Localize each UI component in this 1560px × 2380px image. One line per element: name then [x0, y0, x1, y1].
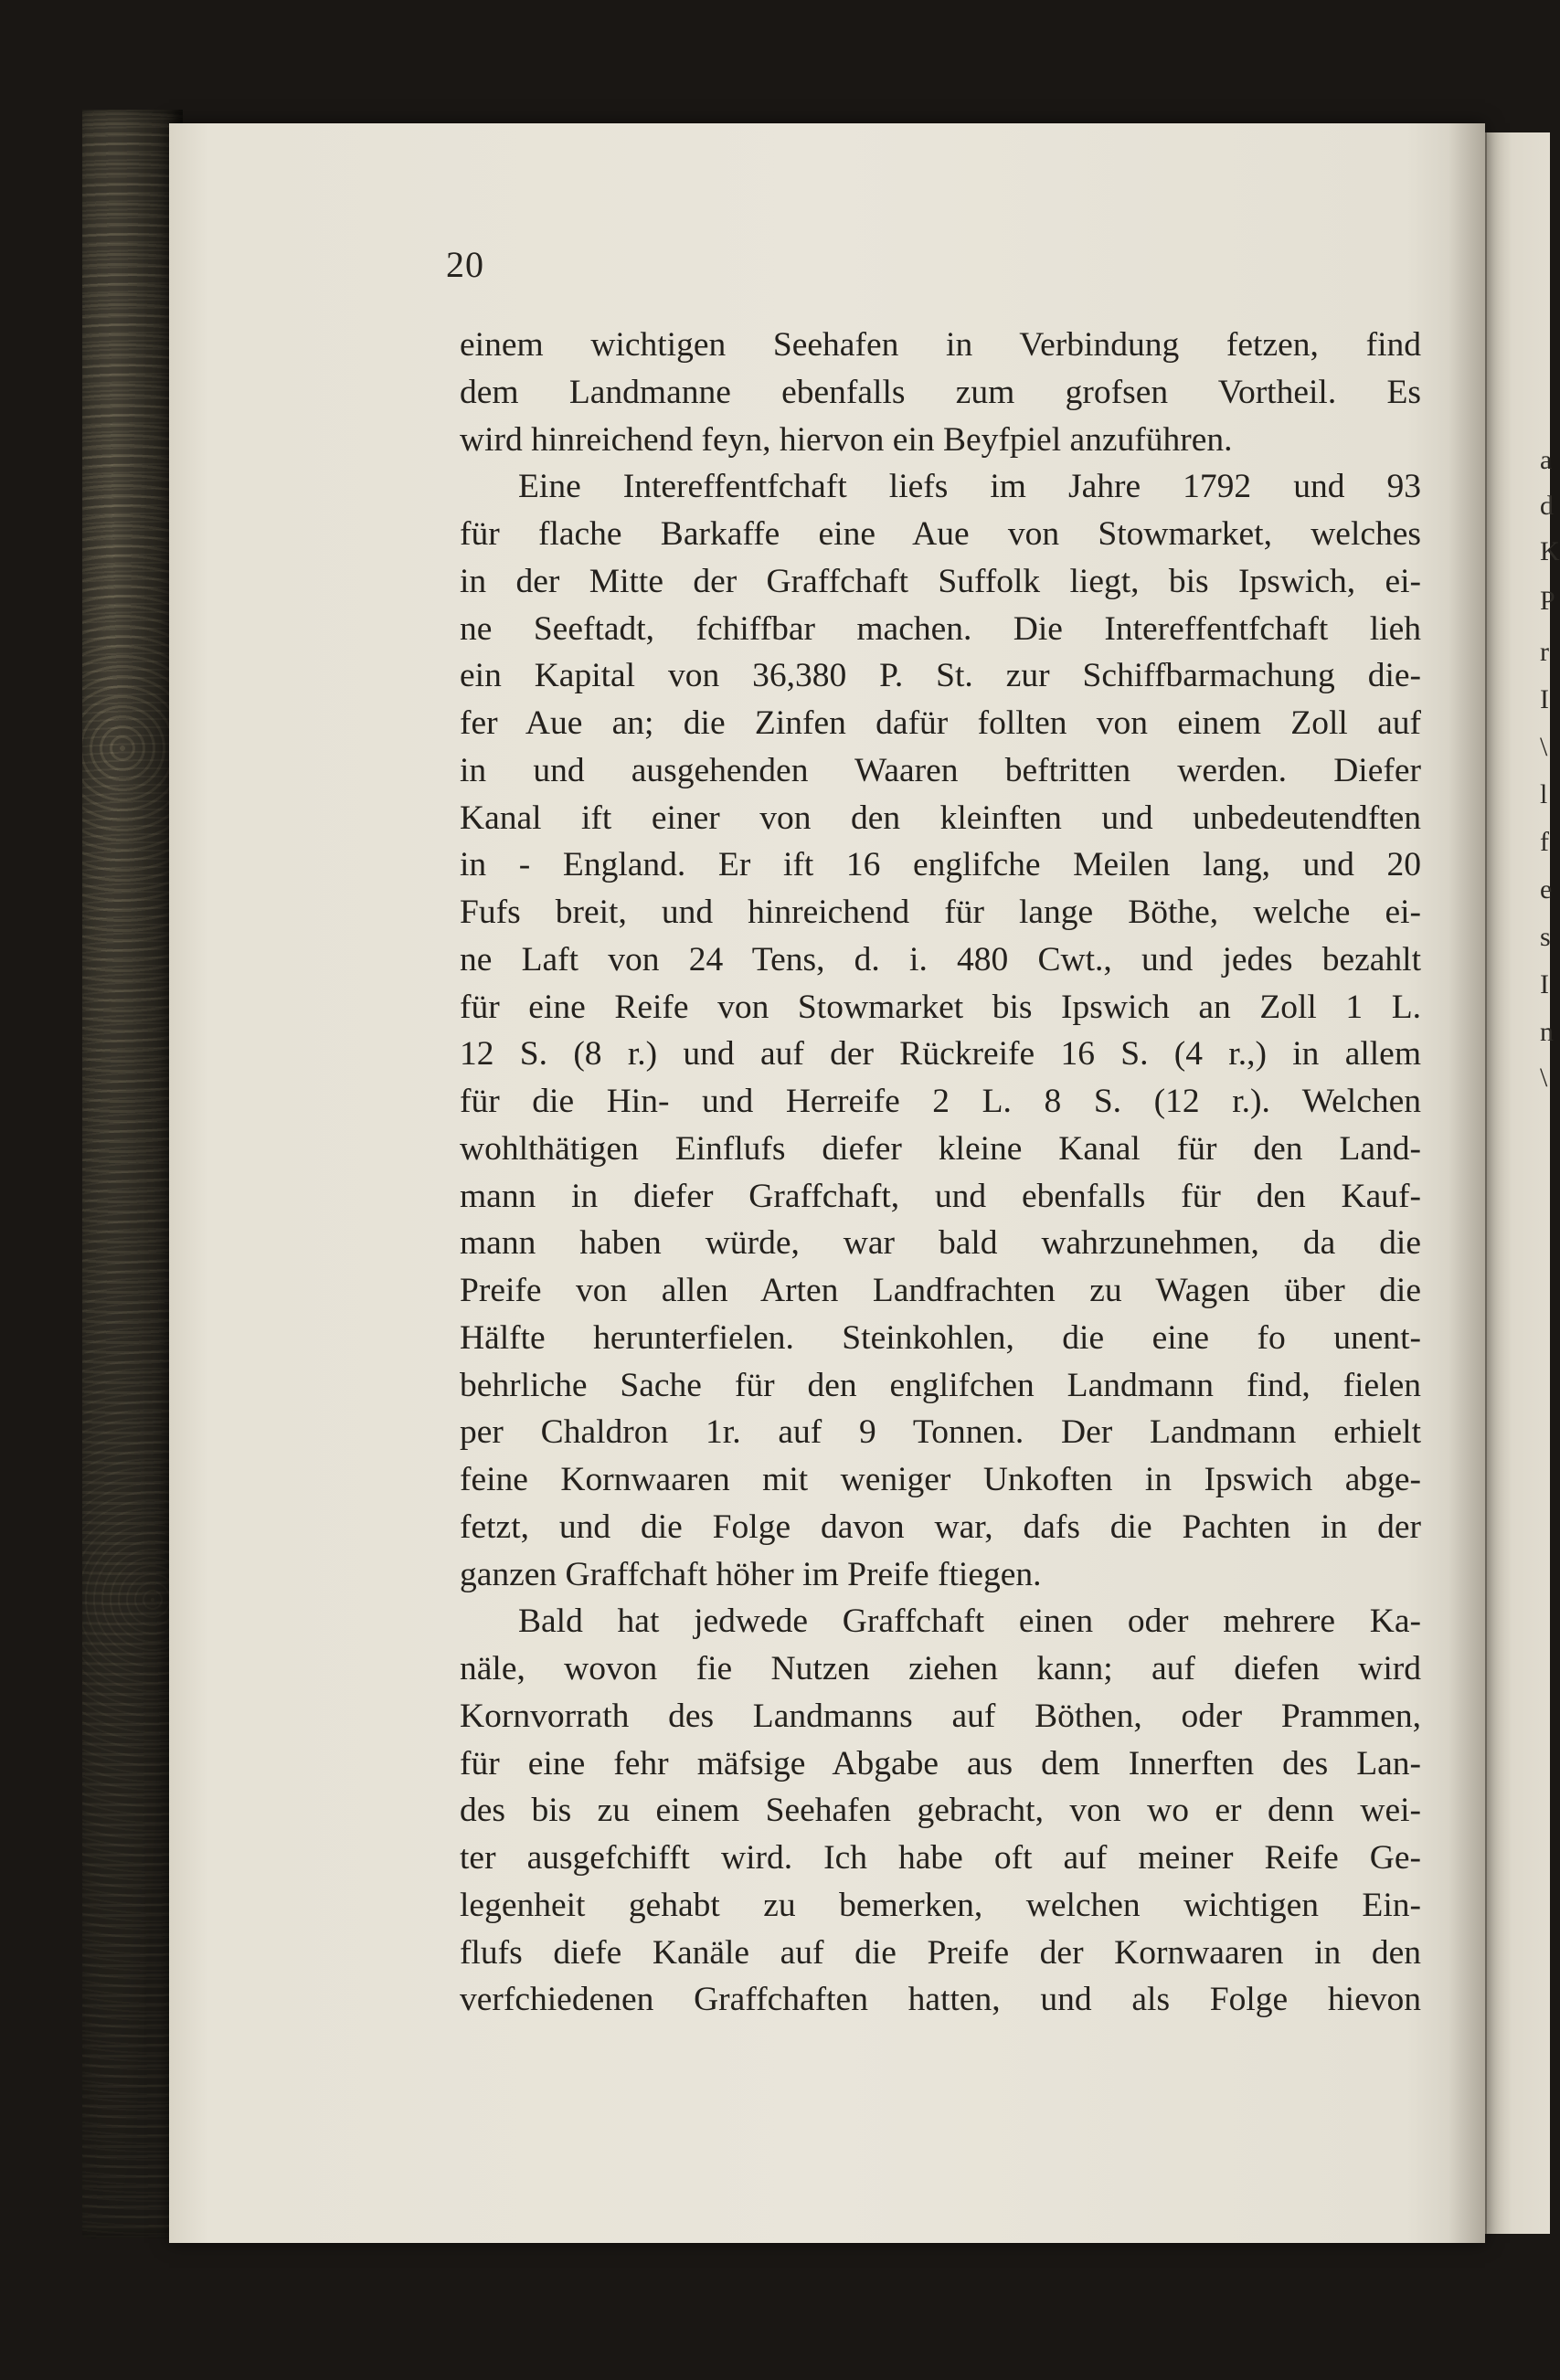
next-page-fragment: f	[1540, 827, 1549, 857]
text-line: Bald hat jedwede Graffchaft einen oder mehrere Ka-	[518, 1603, 1421, 1641]
next-page-fragment: K	[1540, 536, 1560, 566]
text-line: in - England. Er ift 16 englifche Meilen lang, und 20	[460, 846, 1421, 884]
marbled-cover-board	[82, 110, 183, 2238]
text-line: ein Kapital von 36,380 P. St. zur Schiffbarmachung die-	[460, 657, 1421, 695]
text-line: mann in diefer Graffchaft, und ebenfalls für den Kauf-	[460, 1177, 1421, 1215]
text-line: dem Landmanne ebenfalls zum grofsen Vortheil. Es	[460, 373, 1421, 411]
next-page-fragment: \	[1540, 732, 1548, 762]
next-page-fragment: d	[1540, 491, 1554, 521]
text-line: ne Seeftadt, fchiffbar machen. Die Intereffentfchaft lieh	[460, 609, 1421, 648]
text-line: in der Mitte der Graffchaft Suffolk liegt, bis Ipswich, ei-	[460, 562, 1421, 600]
next-page-fragment: I	[1540, 684, 1549, 714]
text-line: näle, wovon fie Nutzen ziehen kann; auf diefen wird	[460, 1650, 1421, 1687]
page-number: 20	[446, 244, 484, 285]
text-line: feine Kornwaaren mit weniger Unkoften in Ipswich abge-	[460, 1461, 1421, 1498]
next-page-fragment: l	[1540, 779, 1548, 809]
next-page-fragment: P	[1540, 586, 1555, 616]
text-line: Hälfte herunterfielen. Steinkohlen, die eine fo unent-	[460, 1318, 1421, 1357]
text-line: des bis zu einem Seehafen gebracht, von wo er denn wei-	[460, 1792, 1421, 1830]
text-line: verfchiedenen Graffchaften hatten, und als Folge hievon	[460, 1981, 1421, 2019]
next-page-fragment: s	[1540, 922, 1551, 952]
text-line: für eine Reife von Stowmarket bis Ipswich an Zoll 1 L.	[460, 988, 1421, 1026]
next-page-fragment: I	[1540, 969, 1549, 1000]
text-line: per Chaldron 1r. auf 9 Tonnen. Der Landmann erhielt	[460, 1413, 1421, 1452]
text-line: legenheit gehabt zu bemerken, welchen wichtigen Ein-	[460, 1886, 1421, 1924]
text-line: 12 S. (8 r.) und auf der Rückreife 16 S. (4 r.,) in allem	[460, 1035, 1421, 1074]
page-gutter-shadow	[1449, 123, 1485, 2243]
text-line: für die Hin- und Herreife 2 L. 8 S. (12 r.). Welchen	[460, 1083, 1421, 1120]
text-line: einem wichtigen Seehafen in Verbindung fetzen, find	[460, 326, 1421, 364]
text-line: Kornvorrath des Landmanns auf Böthen, oder Prammen,	[460, 1697, 1421, 1735]
text-line: wohlthätigen Einflufs diefer kleine Kanal für den Land-	[460, 1129, 1421, 1168]
text-line: für flache Barkaffe eine Aue von Stowmarket, welches	[460, 515, 1421, 553]
text-line: für eine fehr mäfsige Abgabe aus dem Innerften des Lan-	[460, 1744, 1421, 1782]
text-line: ter ausgefchifft wird. Ich habe oft auf meiner Reife Ge-	[460, 1839, 1421, 1877]
next-page-fragment: \	[1540, 1063, 1548, 1093]
text-line: Eine Intereffentfchaft liefs im Jahre 1792 und 93	[518, 468, 1421, 506]
next-page-fragment: e	[1540, 874, 1553, 904]
text-line: Preife von allen Arten Landfrachten zu Wagen über die	[460, 1272, 1421, 1309]
next-page-fragment: a	[1540, 445, 1553, 475]
body-text	[460, 322, 1421, 2024]
next-page-fragment: r	[1540, 637, 1549, 667]
text-line: fetzt, und die Folge davon war, dafs die Pachten in der	[460, 1507, 1421, 1546]
text-line: wird hinreichend feyn, hiervon ein Beyfpiel anzuführen.	[460, 420, 1233, 459]
next-page-edge	[1485, 132, 1560, 2234]
text-line: Fufs breit, und hinreichend für lange Böthe, welche ei-	[460, 894, 1421, 931]
text-line: ganzen Graffchaft höher im Preife ftiegen.	[460, 1555, 1042, 1593]
text-line: fer Aue an; die Zinfen dafür follten von einem Zoll auf	[460, 704, 1421, 742]
text-line: mann haben würde, war bald wahrzunehmen, da die	[460, 1224, 1421, 1263]
text-line: behrliche Sache für den englifchen Landmann find, fielen	[460, 1366, 1421, 1404]
text-line: ne Laft von 24 Tens, d. i. 480 Cwt., und jedes bezahlt	[460, 940, 1421, 978]
next-page-fragment: n	[1540, 1017, 1554, 1047]
text-line: flufs diefe Kanäle auf die Preife der Kornwaaren in den	[460, 1933, 1421, 1972]
text-line: Kanal ift einer von den kleinften und unbedeutendften	[460, 799, 1421, 837]
text-line: in und ausgehenden Waaren beftritten werden. Diefer	[460, 751, 1421, 789]
